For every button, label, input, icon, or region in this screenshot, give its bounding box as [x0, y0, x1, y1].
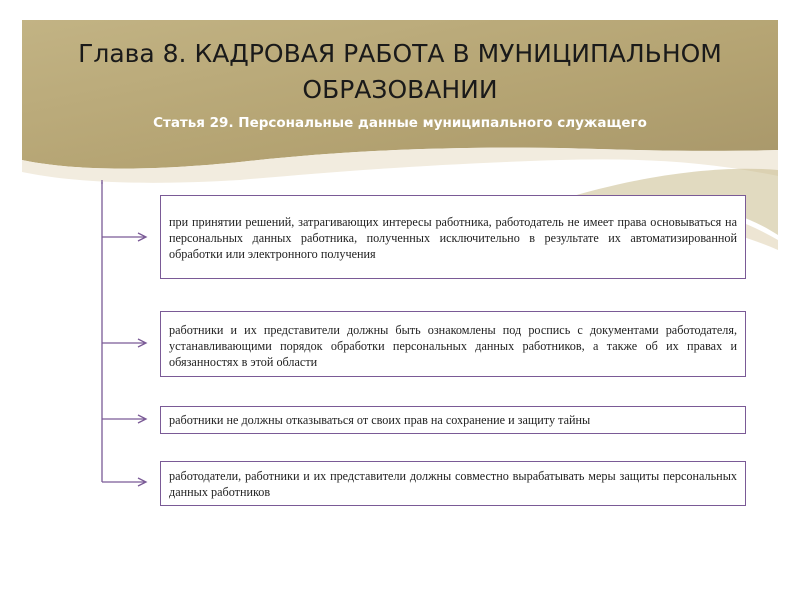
- item-text: работники не должны отказываться от своих прав на сохранение и защиту тайны: [169, 413, 591, 427]
- item-text: при принятии решений, затрагивающих интересы работника, работодатель не имеет права основываться на персональных данных работника, полученных исключительно в результате их автоматизированной обработки или электронного получения: [169, 215, 737, 261]
- page-title: Глава 8. КАДРОВАЯ РАБОТА В МУНИЦИПАЛЬНОМ ОБРАЗОВАНИИ: [78, 39, 722, 104]
- item-box-4: [160, 461, 746, 506]
- item-box-3: [160, 406, 746, 434]
- item-text: работники и их представители должны быть ознакомлены под роспись с документами работодателя, устанавливающими порядок обработки персональных данных работников, а также об их правах и обязанностях в этой области: [169, 323, 737, 369]
- item-text: работодатели, работники и их представители должны совместно вырабатывать меры защиты персональных данных работников: [169, 469, 737, 499]
- item-box-1: [160, 195, 746, 279]
- item-box-2: [160, 311, 746, 377]
- page-subtitle: Статья 29. Персональные данные муниципального служащего: [153, 115, 647, 131]
